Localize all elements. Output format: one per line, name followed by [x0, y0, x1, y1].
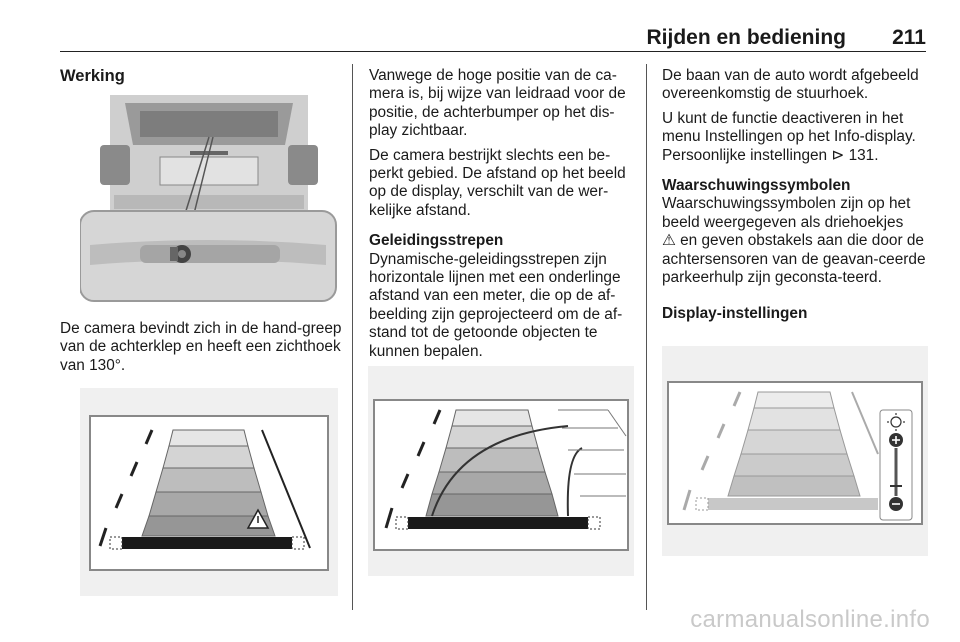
page-title: Rijden en bediening [646, 26, 846, 49]
page-header [60, 26, 926, 50]
column-divider-1 [352, 64, 353, 610]
trajectory-text: De baan van de auto wordt afgebeeld overeenkomstig de stuurhoek. [662, 67, 919, 103]
display-settings-diagram [662, 346, 928, 556]
display-settings-heading: Display-instellingen [662, 305, 808, 323]
dynamic-guidelines-diagram [368, 366, 634, 576]
header-rule [60, 51, 926, 52]
column-divider-2 [646, 64, 647, 610]
warning-symbols-text-2: en geven obstakels aan die door de achtersensoren van de geavan-ceerde parkeerhulp zijn geconsta-teerd. [662, 232, 926, 287]
column-2 [369, 67, 635, 367]
guidelines-text: Dynamische-geleidingsstrepen zijn horizontale lijnen met een onderlinge afstand van een meter, die op de af-beelding zijn geprojecteerd om de af-stand tot de getoonde objecten te kunnen bepalen. [369, 250, 623, 360]
guidelines-heading: Geleidingsstrepen [369, 232, 504, 250]
watermark: carmanualsonline.info [690, 606, 930, 633]
column-3 [662, 67, 930, 324]
camera-range-text: De camera bestrijkt slechts een be-perkt gebied. De afstand op het beeld op de display, verschilt van de wer-kelijke afstand. [369, 146, 626, 219]
page-number: 211 [892, 26, 926, 49]
guidelines-warning-diagram [80, 388, 338, 596]
column-1-text [60, 320, 345, 381]
camera-position-text: De camera bevindt zich in de hand-greep van de achterklep en heeft een zichthoek van 130°. [60, 320, 342, 374]
warning-symbols-text-1: Waarschuwingssymbolen zijn op het beeld weergegeven als driehoekjes [662, 195, 911, 231]
deactivate-text: U kunt de functie deactiveren in het menu Instellingen op het Info-display. Persoonlijke instellingen ⊳ 131. [662, 109, 916, 164]
bumper-visible-text: Vanwege de hoge positie van de ca-mera is, bij wijze van leidraad voor de positie, de achterbumper op het dis-play zichtbaar. [369, 67, 626, 140]
warning-symbols-heading: Waarschuwingssymbolen [662, 177, 851, 195]
warning-triangle-icon: ⚠ [662, 232, 676, 250]
section-heading-werking: Werking [60, 67, 125, 85]
camera-location-illustration [80, 95, 338, 303]
column-1 [60, 66, 345, 86]
